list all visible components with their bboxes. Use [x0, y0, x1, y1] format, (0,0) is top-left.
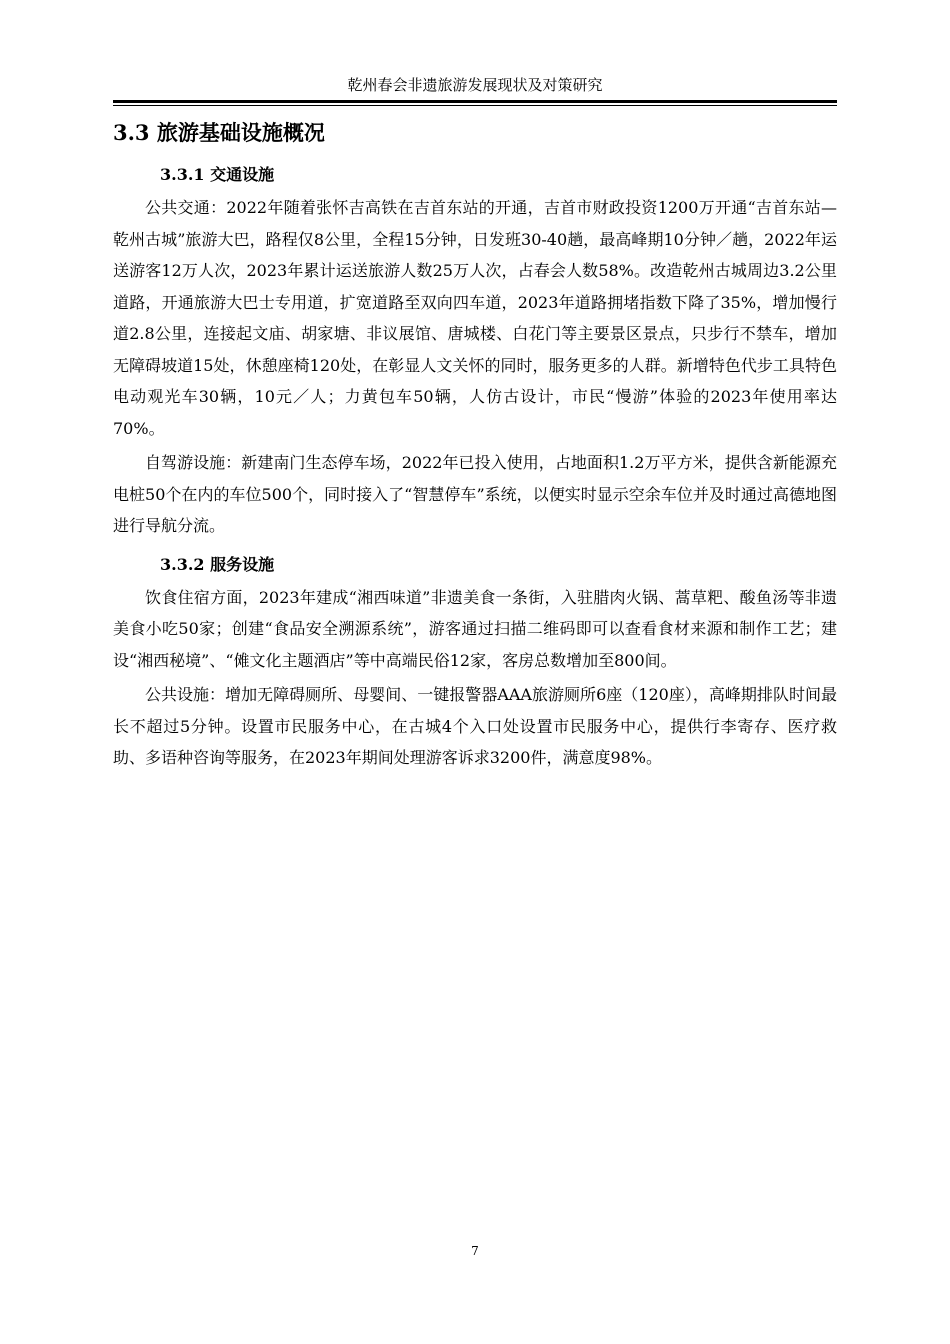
subsection-title-service: 3.3.2 服务设施 — [160, 554, 275, 574]
header-rule-thin — [113, 105, 837, 106]
section-title: 3.3 旅游基础设施概况 — [113, 120, 325, 145]
page-number: 7 — [471, 1244, 479, 1258]
paragraph-self-drive: 自驾游设施：新建南门生态停车场，2022年已投入使用，占地面积1.2万平方米，提供含新能源充电桩50个在内的车位500个，同时接入了“智慧停车”系统，以便实时显示空余车位并及时通过高德地图进行导航分流。 — [113, 453, 837, 535]
page-body — [113, 116, 837, 774]
running-header: 乾州春会非遗旅游发展现状及对策研究 — [347, 76, 603, 94]
paragraph-food-lodging: 饮食住宿方面，2023年建成“湘西味道”非遗美食一条街，入驻腊肉火锅、蒿草粑、酸鱼汤等非遗美食小吃50家；创建“食品安全溯源系统”，游客通过扫描二维码即可以查看食材来源和制作工艺；建设“湘西秘境”、“傩文化主题酒店”等中高端民俗12家，客房总数增加至800间。 — [113, 587, 837, 670]
subsection-title-transport: 3.3.1 交通设施 — [160, 165, 275, 184]
header-rule-thick — [113, 100, 837, 103]
paragraph-public-facilities: 公共设施：增加无障碍厕所、母婴间、一键报警器AAA旅游厕所6座（120座），高峰期排队时间最长不超过5分钟。设置市民服务中心，在古城4个入口处设置市民服务中心，提供行李寄存、医疗救助、多语种咨询等服务，在2023年期间处理游客诉求3200件，满意度98%。 — [113, 685, 837, 767]
paragraph-public-transport: 公共交通：2022年随着张怀吉高铁在吉首东站的开通，吉首市财政投资1200万开通“吉首东站—乾州古城”旅游大巴，路程仅8公里，全程15分钟，日发班30-40趟，最高峰期10分钟／趟，2022年运送游客12万人次，2023年累计运送旅游人数25万人次，占春会人数58%。改造乾州古城周边3.2公里道路，开通旅游大巴士专用道，扩宽道路至双向四车道，2023年道路拥堵指数下降了35%，增加慢行道2.8公里，连接起文庙、胡家塘、非议展馆、唐城楼、白花门等主要景区景点，只步行不禁车，增加无障碍坡道15处，休憩座椅120处，在彰显人文关怀的同时，服务更多的人群。新增特色代步工具特色电动观光车30辆，10元／人；力黄包车50辆，人仿古设计，市民“慢游”体验的2023年使用率达70%。 — [113, 198, 837, 438]
